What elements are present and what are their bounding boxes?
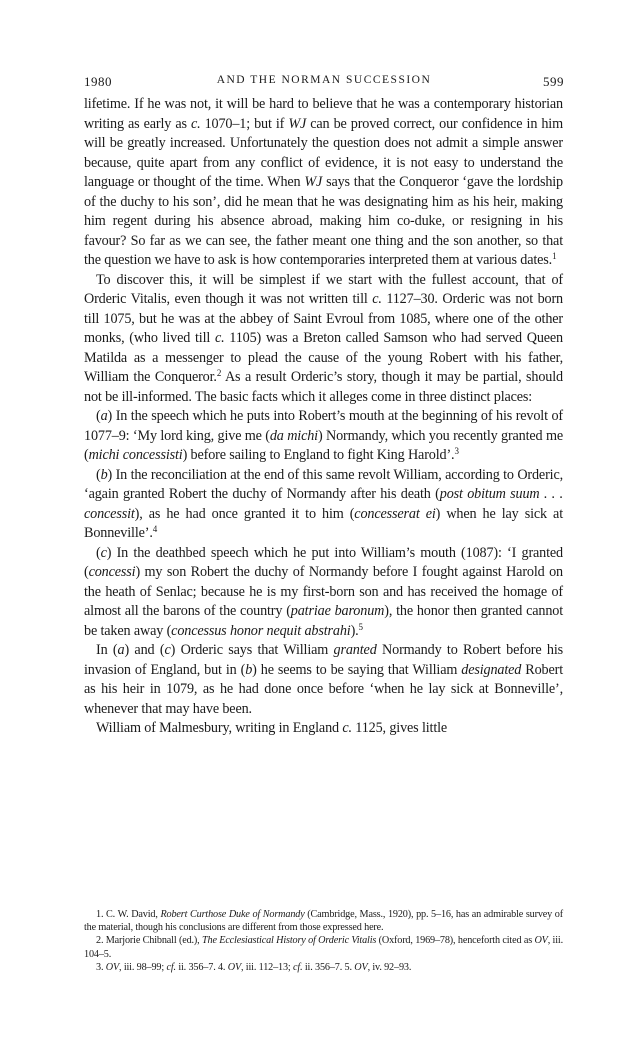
header-running-title: AND THE NORMAN SUCCESSION [216, 74, 432, 86]
running-header [84, 74, 564, 90]
footnote-marker: 4 [152, 524, 158, 534]
footnote-marker: 2 [216, 368, 222, 378]
paragraph: In (a) and (c) Orderic says that William granted Normandy to Robert before his invasion of England, but in (b) he seems to be saying that William designated Robert as his heir in 1079, as he had done once before ‘when he lay sick at Bonneville’, whenever that may have been. [84, 642, 563, 717]
paragraph: lifetime. If he was not, it will be hard to believe that he was a contemporary historian writing as early as c. 1070–1; but if WJ can be proved correct, our confidence in him will be greatly increased. Unfortunately the question does not admit a simple answer because, quite apart from any conflict of evidence, it is not easy to understand the language or thought of the time. When WJ says that the Conqueror ‘gave the lordship of the duchy to his son’, did he mean that he was designating him as his heir, making him regent during his absence abroad, making him co-duke, or resigning in his favour? So far as we can see, the father meant one thing and the son another, so that the question we have to ask is how contemporaries interpreted them at various dates.$^1$ [84, 96, 563, 268]
footnote-marker: 1 [552, 251, 557, 261]
paragraph: To discover this, it will be simplest if we start with the fullest account, that of Orderic Vitalis, even though it was not written till c. 1127–30. Orderic was not born till 1075, but he was at the abbey of Saint Evroul from 1085, where one of the other monks, (who lived till c. 1105) was a Breton called Samson who had served Queen Matilda as a messenger to plead the cause of the young Robert with his father, William the Conqueror.$^2$ As a result Orderic’s story, though it may be partial, should not be ill-informed. The basic facts which it alleges come in three distinct places: [84, 271, 563, 405]
footnote: 2. Marjorie Chibnall (ed.), The Ecclesiastical History of Orderic Vitalis (Oxford, 1969–78), henceforth cited as OV, iii. 104–5. [84, 935, 563, 960]
footnotes [84, 908, 563, 974]
footnote: 1. C. W. David, Robert Curthose Duke of Normandy (Cambridge, Mass., 1920), pp. 5–16, has an admirable survey of the material, though his conclusions are different from those expressed here. [84, 909, 563, 934]
footnote: 3. OV, iii. 98–99; cf. ii. 356–7. 4. OV, iii. 112–13; cf. ii. 356–7. 5. OV, iv. 92–93. [96, 961, 412, 973]
paragraph: (a) In the speech which he puts into Robert’s mouth at the beginning of his revolt of 1077–9: ‘My lord king, give me (da michi) Normandy, which you recently granted me (michi concessisti) before sailing to England to fight King Harold’.$^3$ [84, 408, 563, 463]
main-text [84, 95, 563, 739]
header-year: 1980 [84, 74, 112, 89]
footnote-marker: 5 [358, 621, 363, 632]
page-number: 599 [543, 74, 564, 89]
footnote-marker: 3 [454, 446, 459, 456]
paragraph: William of Malmesbury, writing in England c. 1125, gives little [96, 720, 448, 736]
paragraph: (c) In the deathbed speech which he put into William’s mouth (1087): ‘I granted (concessi) my son Robert the duchy of Normandy before I fought against Harold on the heath of Senlac; because he is my first-born son and has received the homage of almost all the barons of the country (patriae baronum), the honor then granted cannot be taken away (concessus honor nequit abstrahi).$^5$ [84, 544, 563, 639]
paragraph: (b) In the reconciliation at the end of this same revolt William, according to Orderic, ‘again granted Robert the duchy of Normandy after his death (post obitum suum . . . concessit), as he had once granted it to him (concesserat ei) when he lay sick at Bonneville’.$^4$ [84, 466, 564, 541]
